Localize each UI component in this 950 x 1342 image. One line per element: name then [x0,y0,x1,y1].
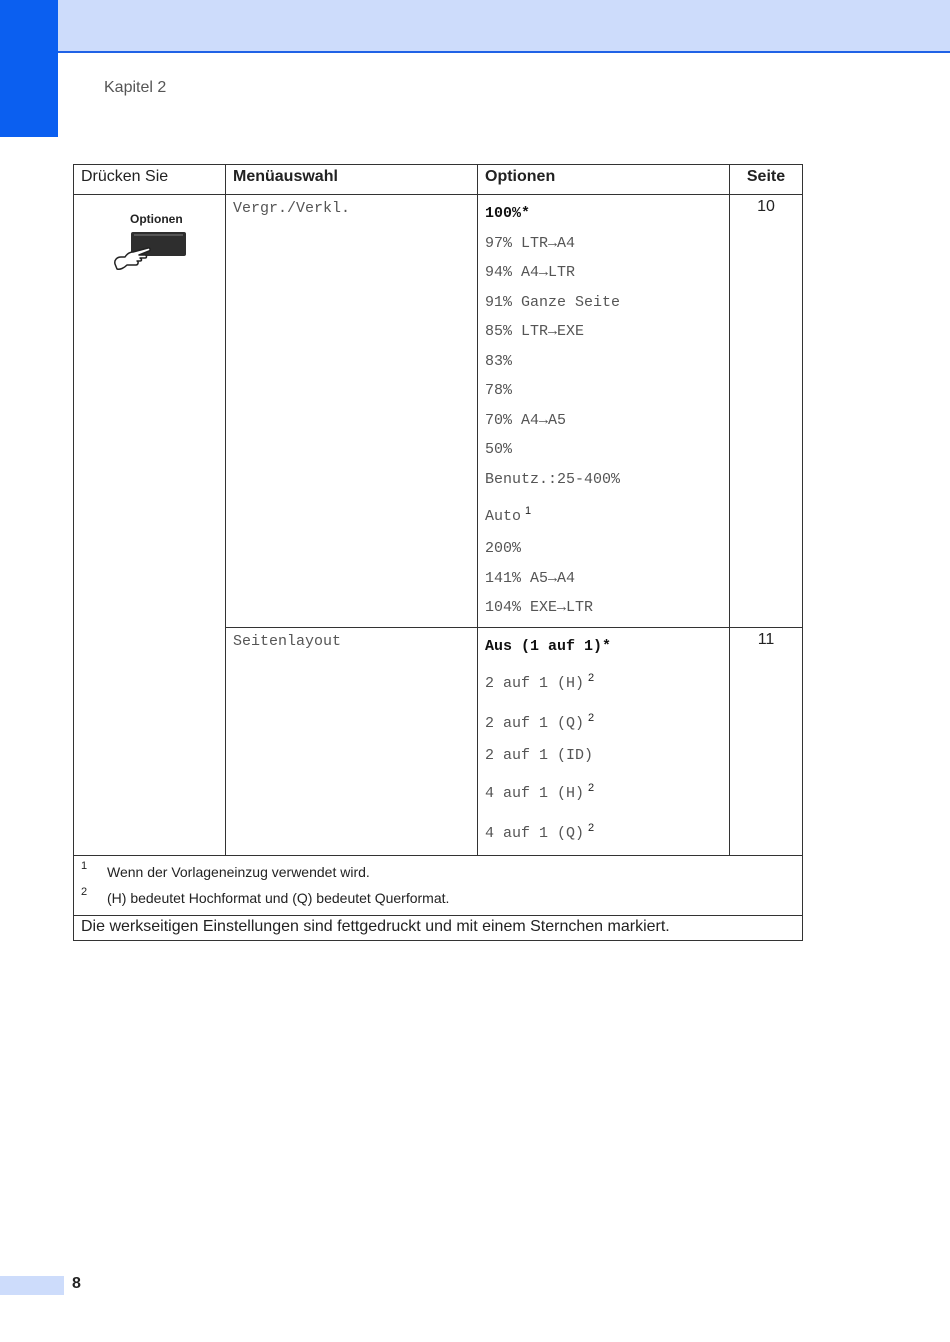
option-item: 70% A4→A5 [485,411,567,429]
option-item: Aus (1 auf 1)* [485,637,612,655]
footnote-ref: 2 [588,781,595,794]
defaults-note: Die werkseitigen Einstellungen sind fettgedruckt und mit einem Sternchen markiert. [74,915,803,940]
menu-vergr-verkl: Vergr./Verkl. [226,195,478,628]
chapter-tab [0,0,58,137]
options-button-label: Optionen [130,212,183,226]
header-menu: Menüauswahl [226,165,478,195]
option-item [485,811,729,851]
option-text: 4 auf 1 (Q) [485,824,585,842]
options-list-layout [478,627,730,855]
option-item [485,661,729,701]
option-item: 141% A5→A4 [485,569,576,587]
header-options: Optionen [478,165,730,195]
footnote-ref: 1 [525,505,532,517]
header-page: Seite [730,165,803,195]
option-text: 2 auf 1 (Q) [485,715,585,732]
footnote [81,885,802,911]
option-text: 2 auf 1 (H) [485,675,585,692]
footnotes [74,855,803,915]
option-item: 83% [485,352,513,370]
menu-seitenlayout: Seitenlayout [226,627,478,855]
chapter-title: Kapitel 2 [104,79,167,96]
header-rule [58,51,950,53]
option-item: 94% A4→LTR [485,264,576,281]
footnote [81,859,802,885]
table-header-row [74,165,803,195]
footnote-text: (H) bedeutet Hochformat und (Q) bedeutet Querformat. [107,889,450,906]
option-item: 2 auf 1 (ID) [485,747,594,764]
footnotes-row [74,855,803,915]
option-item: 85% LTR→EXE [485,323,585,340]
footer-row [74,915,803,940]
option-item: 78% [485,382,513,399]
options-button-icon [112,230,192,274]
option-item: 91% Ganze Seite [485,293,621,311]
footnote-ref: 2 [588,712,595,724]
options-list-zoom [478,195,730,628]
table-row [74,195,803,628]
option-item-auto [485,494,729,534]
footnote-number: 1 [81,859,88,872]
settings-table [73,164,803,941]
header-press: Drücken Sie [74,165,226,195]
option-text: 4 auf 1 (H) [485,784,585,802]
option-item: 50% [485,441,513,458]
page-ref-zoom: 10 [730,195,803,628]
footnote-ref: 2 [588,672,595,684]
option-item [485,771,729,811]
option-item: 200% [485,540,522,557]
option-item: 104% EXE→LTR [485,599,594,616]
header-band [0,0,950,52]
footnote-number: 2 [81,885,88,898]
page-number-tab [0,1276,64,1295]
footnote-ref: 2 [588,821,595,834]
page-number: 8 [72,1275,81,1292]
option-item: Benutz.:25-400% [485,470,621,488]
option-text: Auto [485,508,522,525]
option-item: 100%* [485,205,531,222]
option-item: 97% LTR→A4 [485,234,576,252]
footnote-text: Wenn der Vorlageneinzug verwendet wird. [107,863,370,880]
page-ref-layout: 11 [730,627,803,855]
press-button-cell [74,195,226,856]
option-item [485,701,729,741]
